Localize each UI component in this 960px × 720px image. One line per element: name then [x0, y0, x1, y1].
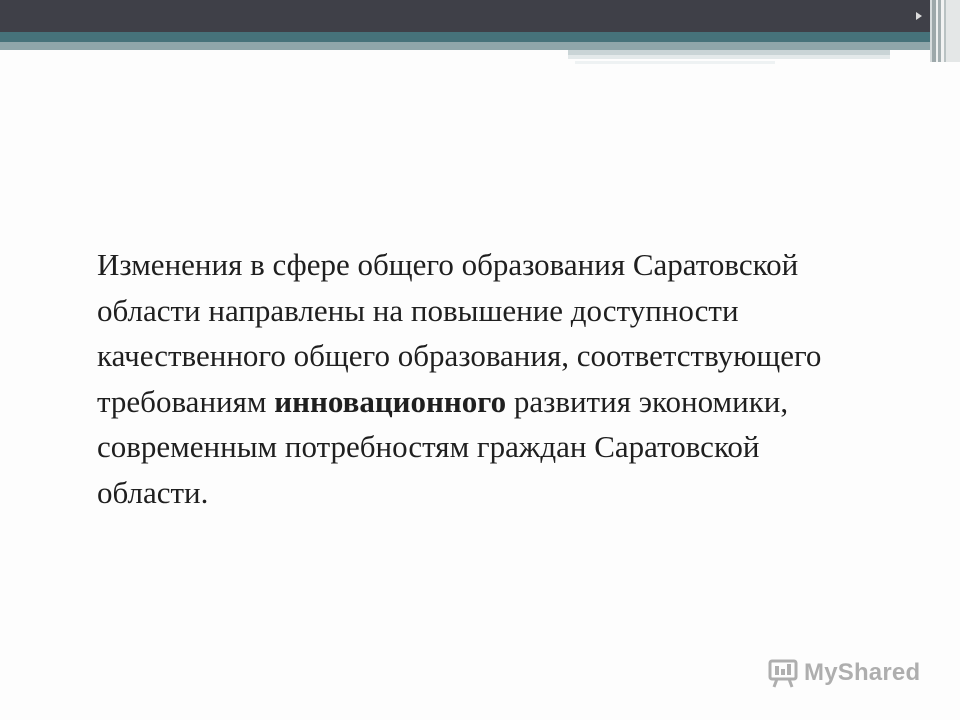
right-edge-stripes	[930, 0, 960, 62]
watermark-text: MyShared	[804, 659, 921, 686]
top-light-stripe-3	[575, 61, 775, 64]
top-accent-stripe	[0, 32, 960, 42]
paragraph-text-part-1: Изменения в сфере общего образования Саратовской области направлены на повышение доступности качественного общего образования, соответствующего требованиям	[97, 247, 822, 419]
top-light-stripe-2	[568, 55, 890, 59]
top-decor-bar	[0, 0, 960, 32]
triangle-marker-icon	[916, 12, 922, 20]
body-paragraph	[97, 242, 877, 516]
presentation-board-icon	[768, 657, 798, 689]
top-secondary-stripe	[0, 42, 960, 50]
paragraph-bold-word: инновационного	[274, 383, 507, 419]
paragraph-text-part-2: развития экономики, современным потребностям граждан Саратовской области.	[97, 383, 789, 510]
watermark-logo	[768, 656, 920, 690]
